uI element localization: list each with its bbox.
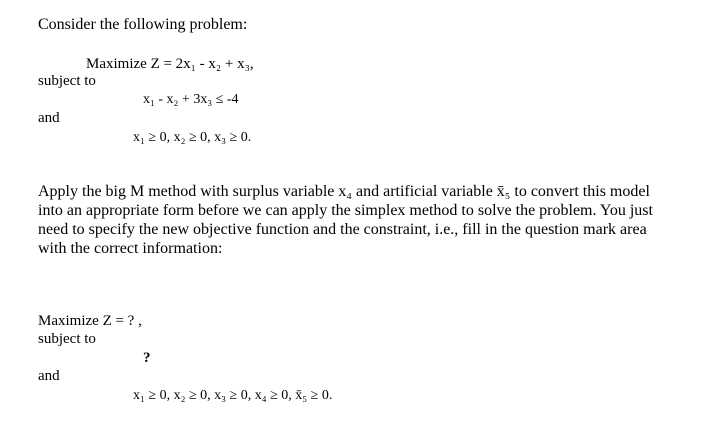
- problem-constraint: x₁ - x₂ + 3x₃ ≤ -4: [143, 92, 239, 107]
- instructions-paragraph: [38, 182, 698, 258]
- problem-intro: Consider the following problem:: [38, 16, 248, 33]
- answer-constraint-placeholder: ?: [143, 350, 151, 366]
- answer-subject-to: subject to: [38, 331, 96, 347]
- instructions-line: with the correct information:: [38, 240, 223, 257]
- instructions-line: need to specify the new objective function and the constraint, i.e., fill in the question mark area: [38, 221, 647, 238]
- problem-subject-to: subject to: [38, 73, 96, 89]
- answer-nonnegativity: x₁ ≥ 0, x₂ ≥ 0, x₃ ≥ 0, x₄ ≥ 0, x̄₅ ≥ 0.: [133, 388, 333, 403]
- answer-objective: Maximize Z = ? ,: [38, 313, 142, 329]
- problem-objective: Maximize Z = 2x₁ - x₂ + x₃,: [86, 56, 254, 72]
- answer-and: and: [38, 368, 60, 384]
- instructions-line: Apply the big M method with surplus variable x₄ and artificial variable x̄₅ to convert this model: [38, 183, 650, 200]
- problem-and: and: [38, 110, 60, 126]
- problem-nonnegativity: x₁ ≥ 0, x₂ ≥ 0, x₃ ≥ 0.: [133, 130, 252, 145]
- instructions-line: into an appropriate form before we can apply the simplex method to solve the problem. You just: [38, 202, 653, 219]
